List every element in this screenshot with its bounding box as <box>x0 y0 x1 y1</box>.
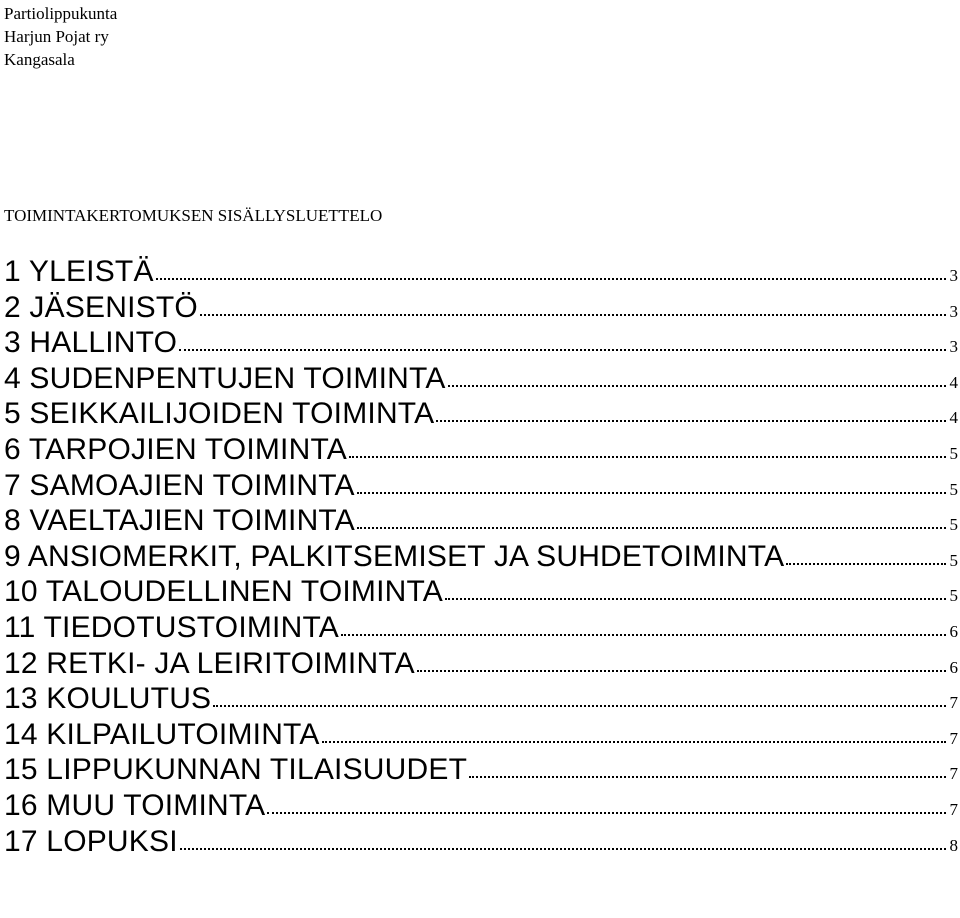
toc-entry-label: 16 MUU TOIMINTA <box>4 788 266 822</box>
dot-leader <box>200 312 946 316</box>
toc-entry-label: 11 TIEDOTUSTOIMINTA <box>4 610 339 644</box>
toc-entry[interactable] <box>4 254 958 290</box>
toc-entry[interactable] <box>4 396 958 432</box>
toc-entry[interactable] <box>4 610 958 646</box>
dot-leader <box>179 347 946 351</box>
dot-leader <box>267 810 946 814</box>
toc-entry[interactable] <box>4 788 958 824</box>
toc-entry[interactable] <box>4 646 958 682</box>
dot-leader <box>469 774 946 778</box>
dot-leader <box>349 454 946 458</box>
toc-entry-label: 13 KOULUTUS <box>4 682 212 716</box>
dot-leader <box>357 525 946 529</box>
dot-leader <box>341 632 946 636</box>
toc-entry-page: 5 <box>949 515 958 535</box>
toc-entry-label: 12 RETKI- JA LEIRITOIMINTA <box>4 646 415 680</box>
toc-entry-label: 5 SEIKKAILIJOIDEN TOIMINTA <box>4 397 435 431</box>
toc-entry[interactable] <box>4 717 958 753</box>
organization-type: Partiolippukunta <box>4 4 118 23</box>
toc-entry-page: 7 <box>949 693 958 713</box>
toc-entry-label: 6 TARPOJIEN TOIMINTA <box>4 432 347 466</box>
table-of-contents <box>4 254 958 859</box>
toc-entry-page: 6 <box>949 657 958 677</box>
toc-entry-page: 4 <box>949 372 958 392</box>
toc-entry[interactable] <box>4 468 958 504</box>
dot-leader <box>417 668 946 672</box>
organization-location: Kangasala <box>4 50 75 69</box>
toc-entry-label: 8 VAELTAJIEN TOIMINTA <box>4 504 355 538</box>
toc-entry[interactable] <box>4 574 958 610</box>
dot-leader <box>786 561 946 565</box>
toc-entry[interactable] <box>4 290 958 326</box>
toc-entry[interactable] <box>4 503 958 539</box>
toc-entry-page: 6 <box>949 621 958 641</box>
toc-entry-page: 3 <box>949 266 958 285</box>
toc-entry-label: 2 JÄSENISTÖ <box>4 290 198 324</box>
dot-leader <box>448 383 946 387</box>
dot-leader <box>322 739 946 743</box>
dot-leader <box>156 276 946 280</box>
toc-entry-label: 10 TALOUDELLINEN TOIMINTA <box>4 575 444 609</box>
toc-entry-page: 7 <box>949 764 958 784</box>
toc-entry-page: 3 <box>949 301 958 321</box>
toc-entry-label: 4 SUDENPENTUJEN TOIMINTA <box>4 361 446 395</box>
dot-leader <box>445 596 946 600</box>
toc-entry-page: 7 <box>949 728 958 748</box>
toc-entry-page: 7 <box>949 799 958 819</box>
toc-entry[interactable] <box>4 539 958 575</box>
toc-entry-page: 8 <box>949 835 958 855</box>
dot-leader <box>180 846 946 850</box>
toc-entry[interactable] <box>4 752 958 788</box>
toc-entry[interactable] <box>4 361 958 397</box>
document-header <box>4 2 117 71</box>
toc-entry-label: 3 HALLINTO <box>4 326 178 360</box>
toc-entry-label: 1 YLEISTÄ <box>4 255 154 288</box>
toc-title: TOIMINTAKERTOMUKSEN SISÄLLYSLUETTELO <box>4 206 383 225</box>
organization-name: Harjun Pojat ry <box>4 27 109 46</box>
toc-entry-label: 9 ANSIOMERKIT, PALKITSEMISET JA SUHDETOIMINTA <box>4 539 785 573</box>
toc-entry-label: 15 LIPPUKUNNAN TILAISUUDET <box>4 753 468 787</box>
toc-entry[interactable] <box>4 824 958 860</box>
toc-entry-label: 7 SAMOAJIEN TOIMINTA <box>4 468 355 502</box>
toc-entry-page: 5 <box>949 443 958 463</box>
toc-entry-label: 14 KILPAILUTOIMINTA <box>4 717 320 751</box>
dot-leader <box>436 418 946 422</box>
toc-entry-page: 4 <box>949 408 958 428</box>
toc-entry[interactable] <box>4 325 958 361</box>
toc-entry-page: 5 <box>949 550 958 570</box>
toc-entry-label: 17 LOPUKSI <box>4 824 178 858</box>
toc-entry[interactable] <box>4 681 958 717</box>
toc-entry-page: 5 <box>949 479 958 499</box>
toc-entry-page: 3 <box>949 337 958 357</box>
dot-leader <box>357 490 946 494</box>
dot-leader <box>213 703 946 707</box>
toc-entry-page: 5 <box>949 586 958 606</box>
toc-entry[interactable] <box>4 432 958 468</box>
